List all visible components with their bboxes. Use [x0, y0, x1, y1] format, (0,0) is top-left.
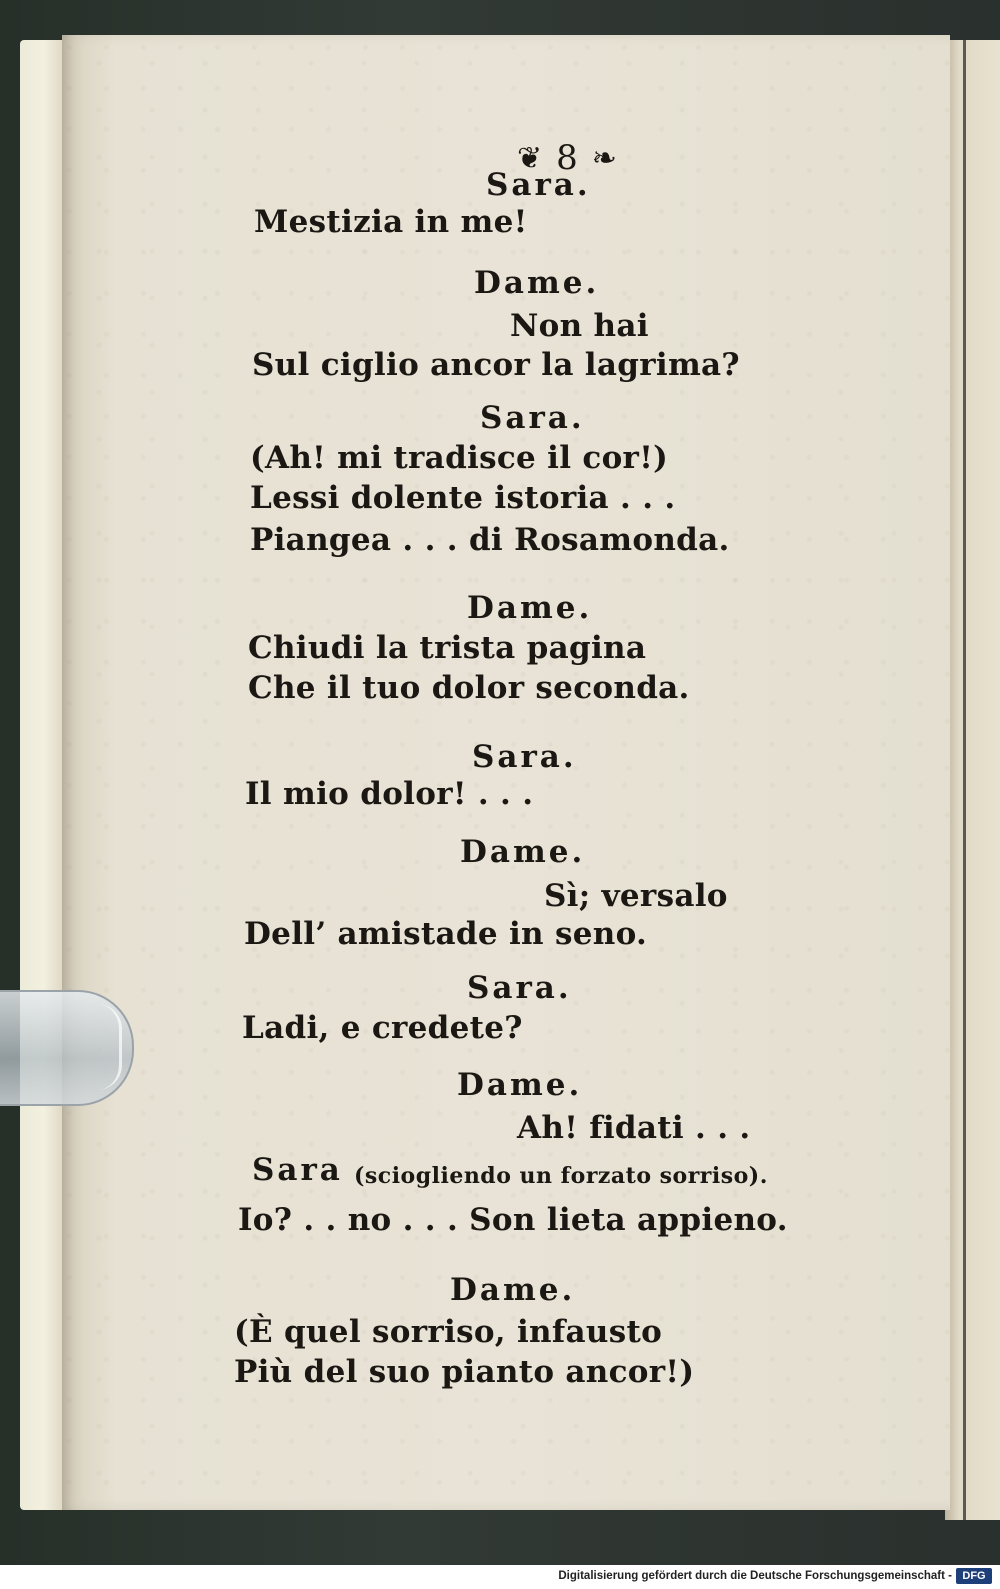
speaker-label: Dame.	[467, 590, 593, 626]
speaker-label: Sara.	[467, 970, 572, 1006]
speaker-label: Dame.	[457, 1067, 583, 1103]
verse-line: Piangea . . . di Rosamonda.	[250, 522, 730, 558]
verse-line: Lessi dolente istoria . . .	[250, 480, 676, 516]
facing-page-edge	[945, 40, 1000, 1520]
ornament-right-icon: ❧	[591, 140, 617, 176]
page-text	[62, 35, 950, 1510]
verse-line: Che il tuo dolor seconda.	[248, 670, 690, 706]
speaker-label: Dame.	[474, 265, 600, 301]
speaker-label: Sara.	[486, 167, 591, 203]
dfg-logo: DFG	[956, 1568, 992, 1584]
verse-line: Più del suo pianto ancor!)	[234, 1354, 695, 1390]
verse-line: Sì; versalo	[544, 878, 728, 914]
verse-line: Ah! fidati . . .	[517, 1110, 751, 1146]
footer-bar	[0, 1565, 1000, 1589]
speaker-label: Dame.	[450, 1272, 576, 1308]
verse-line: Sul ciglio ancor la lagrima?	[252, 347, 740, 383]
funding-credit: Digitalisierung gefördert durch die Deutsche Forschungsgemeinschaft -	[558, 1570, 952, 1582]
speaker-label: Dame.	[460, 834, 586, 870]
speaker-label: Sara.	[480, 400, 585, 436]
verse-line: (È quel sorriso, infausto	[234, 1314, 663, 1350]
verse-line: (Ah! mi tradisce il cor!)	[250, 440, 669, 476]
stage-direction: (sciogliendo un forzato sorriso).	[354, 1163, 768, 1189]
verse-line: Chiudi la trista pagina	[248, 630, 647, 666]
page-clip	[0, 990, 134, 1106]
verse-line: Io? . . no . . . Son lieta appieno.	[238, 1202, 788, 1238]
verse-line: Il mio dolor! . . .	[245, 776, 534, 812]
book-page	[62, 35, 950, 1510]
verse-line: Non hai	[510, 308, 649, 344]
verse-line: Ladi, e credete?	[242, 1010, 523, 1046]
ornament-left-icon: ❦	[517, 140, 543, 176]
verse-line: Mestizia in me!	[254, 204, 528, 240]
page-number: 8	[556, 138, 578, 178]
speaker-label: Sara	[252, 1152, 343, 1188]
speaker-label: Sara.	[472, 739, 577, 775]
verse-line: Dell’ amistade in seno.	[244, 916, 648, 952]
